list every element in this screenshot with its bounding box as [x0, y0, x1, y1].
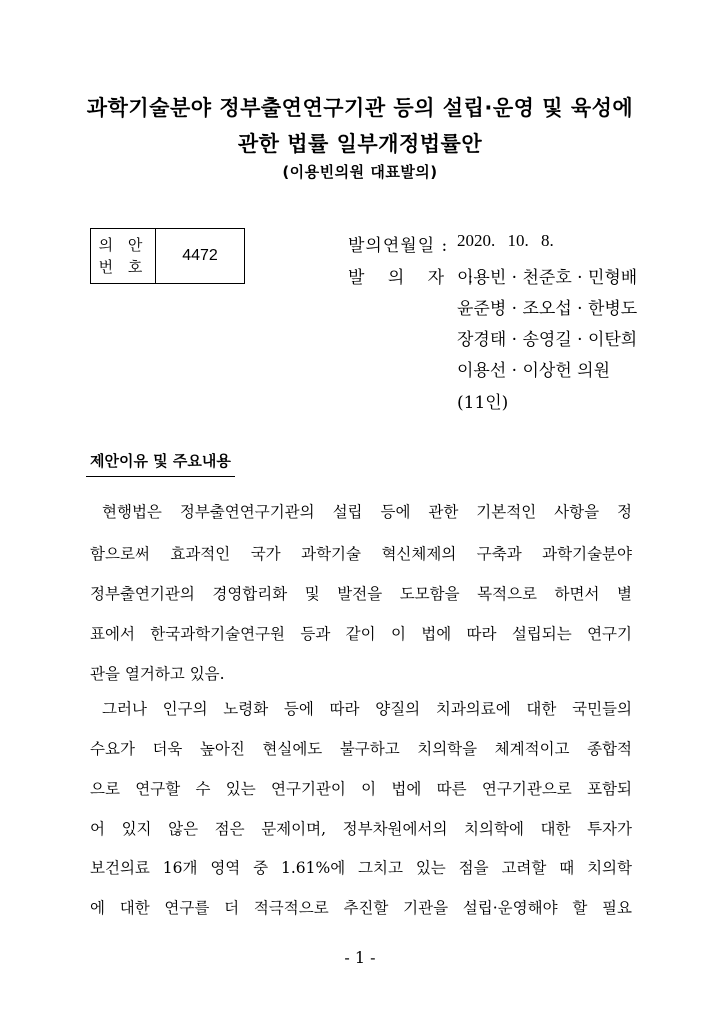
page-number: - 1 - — [344, 948, 376, 967]
body-line: 그러나 인구의 노령화 등에 따라 양질의 치과의료에 대한 국민들의 — [102, 700, 632, 718]
sponsor-line: 윤준병 · 조오섭 · 한병도 — [457, 299, 638, 319]
body-line: 으로 연구할 수 있는 연구기관이 이 법에 따른 연구기관으로 포함되 — [90, 780, 632, 798]
body-line: 수요가 더욱 높아진 현실에도 불구하고 치의학을 체계적이고 종합적 — [90, 740, 632, 758]
document-title-line-1: 과학기술분야 정부출연연구기관 등의 설립·운영 및 육성에 — [86, 96, 634, 120]
sponsor-count: (11인) — [457, 393, 509, 413]
body-line: 관을 열거하고 있음. — [90, 665, 225, 683]
document-title-line-2: 관한 법률 일부개정법률안 — [237, 132, 483, 156]
body-line: 현행법은 정부출연연구기관의 설립 등에 관한 기본적인 사항을 정 — [102, 503, 632, 521]
proposal-date-value: 2020. 10. 8. — [457, 231, 554, 250]
document-subtitle: (이용빈의원 대표발의) — [282, 163, 438, 181]
bill-number-label: 의 안 번 호 — [91, 229, 156, 284]
proposal-date-label: 발의연월일 : — [348, 236, 449, 256]
bill-number-box — [90, 228, 245, 284]
body-line: 에 대한 연구를 더 적극적으로 추진할 기관을 설립·운영해야 할 필요 — [90, 899, 632, 917]
bill-number-value: 4472 — [156, 229, 245, 284]
section-heading: 제안이유 및 주요내용 — [86, 450, 235, 477]
sponsor-label: 발 의 자 : — [348, 268, 483, 288]
body-line: 표에서 한국과학기술연구원 등과 같이 이 법에 따라 설립되는 연구기 — [90, 625, 632, 643]
sponsor-line: 이용선 · 이상헌 의원 — [457, 361, 610, 381]
body-line: 보건의료 16개 영역 중 1.61%에 그치고 있는 점을 고려할 때 치의학 — [90, 859, 632, 877]
sponsor-line: 이용빈 · 천준호 · 민형배 — [457, 268, 638, 288]
body-line: 어 있지 않은 점은 문제이며, 정부차원에서의 치의학에 대한 투자가 — [90, 820, 632, 838]
body-line: 정부출연기관의 경영합리화 및 발전을 도모함을 목적으로 하면서 별 — [90, 585, 632, 603]
sponsor-line: 장경태 · 송영길 · 이탄희 — [457, 330, 638, 350]
body-line: 함으로써 효과적인 국가 과학기술 혁신체제의 구축과 과학기술분야 — [90, 545, 632, 563]
